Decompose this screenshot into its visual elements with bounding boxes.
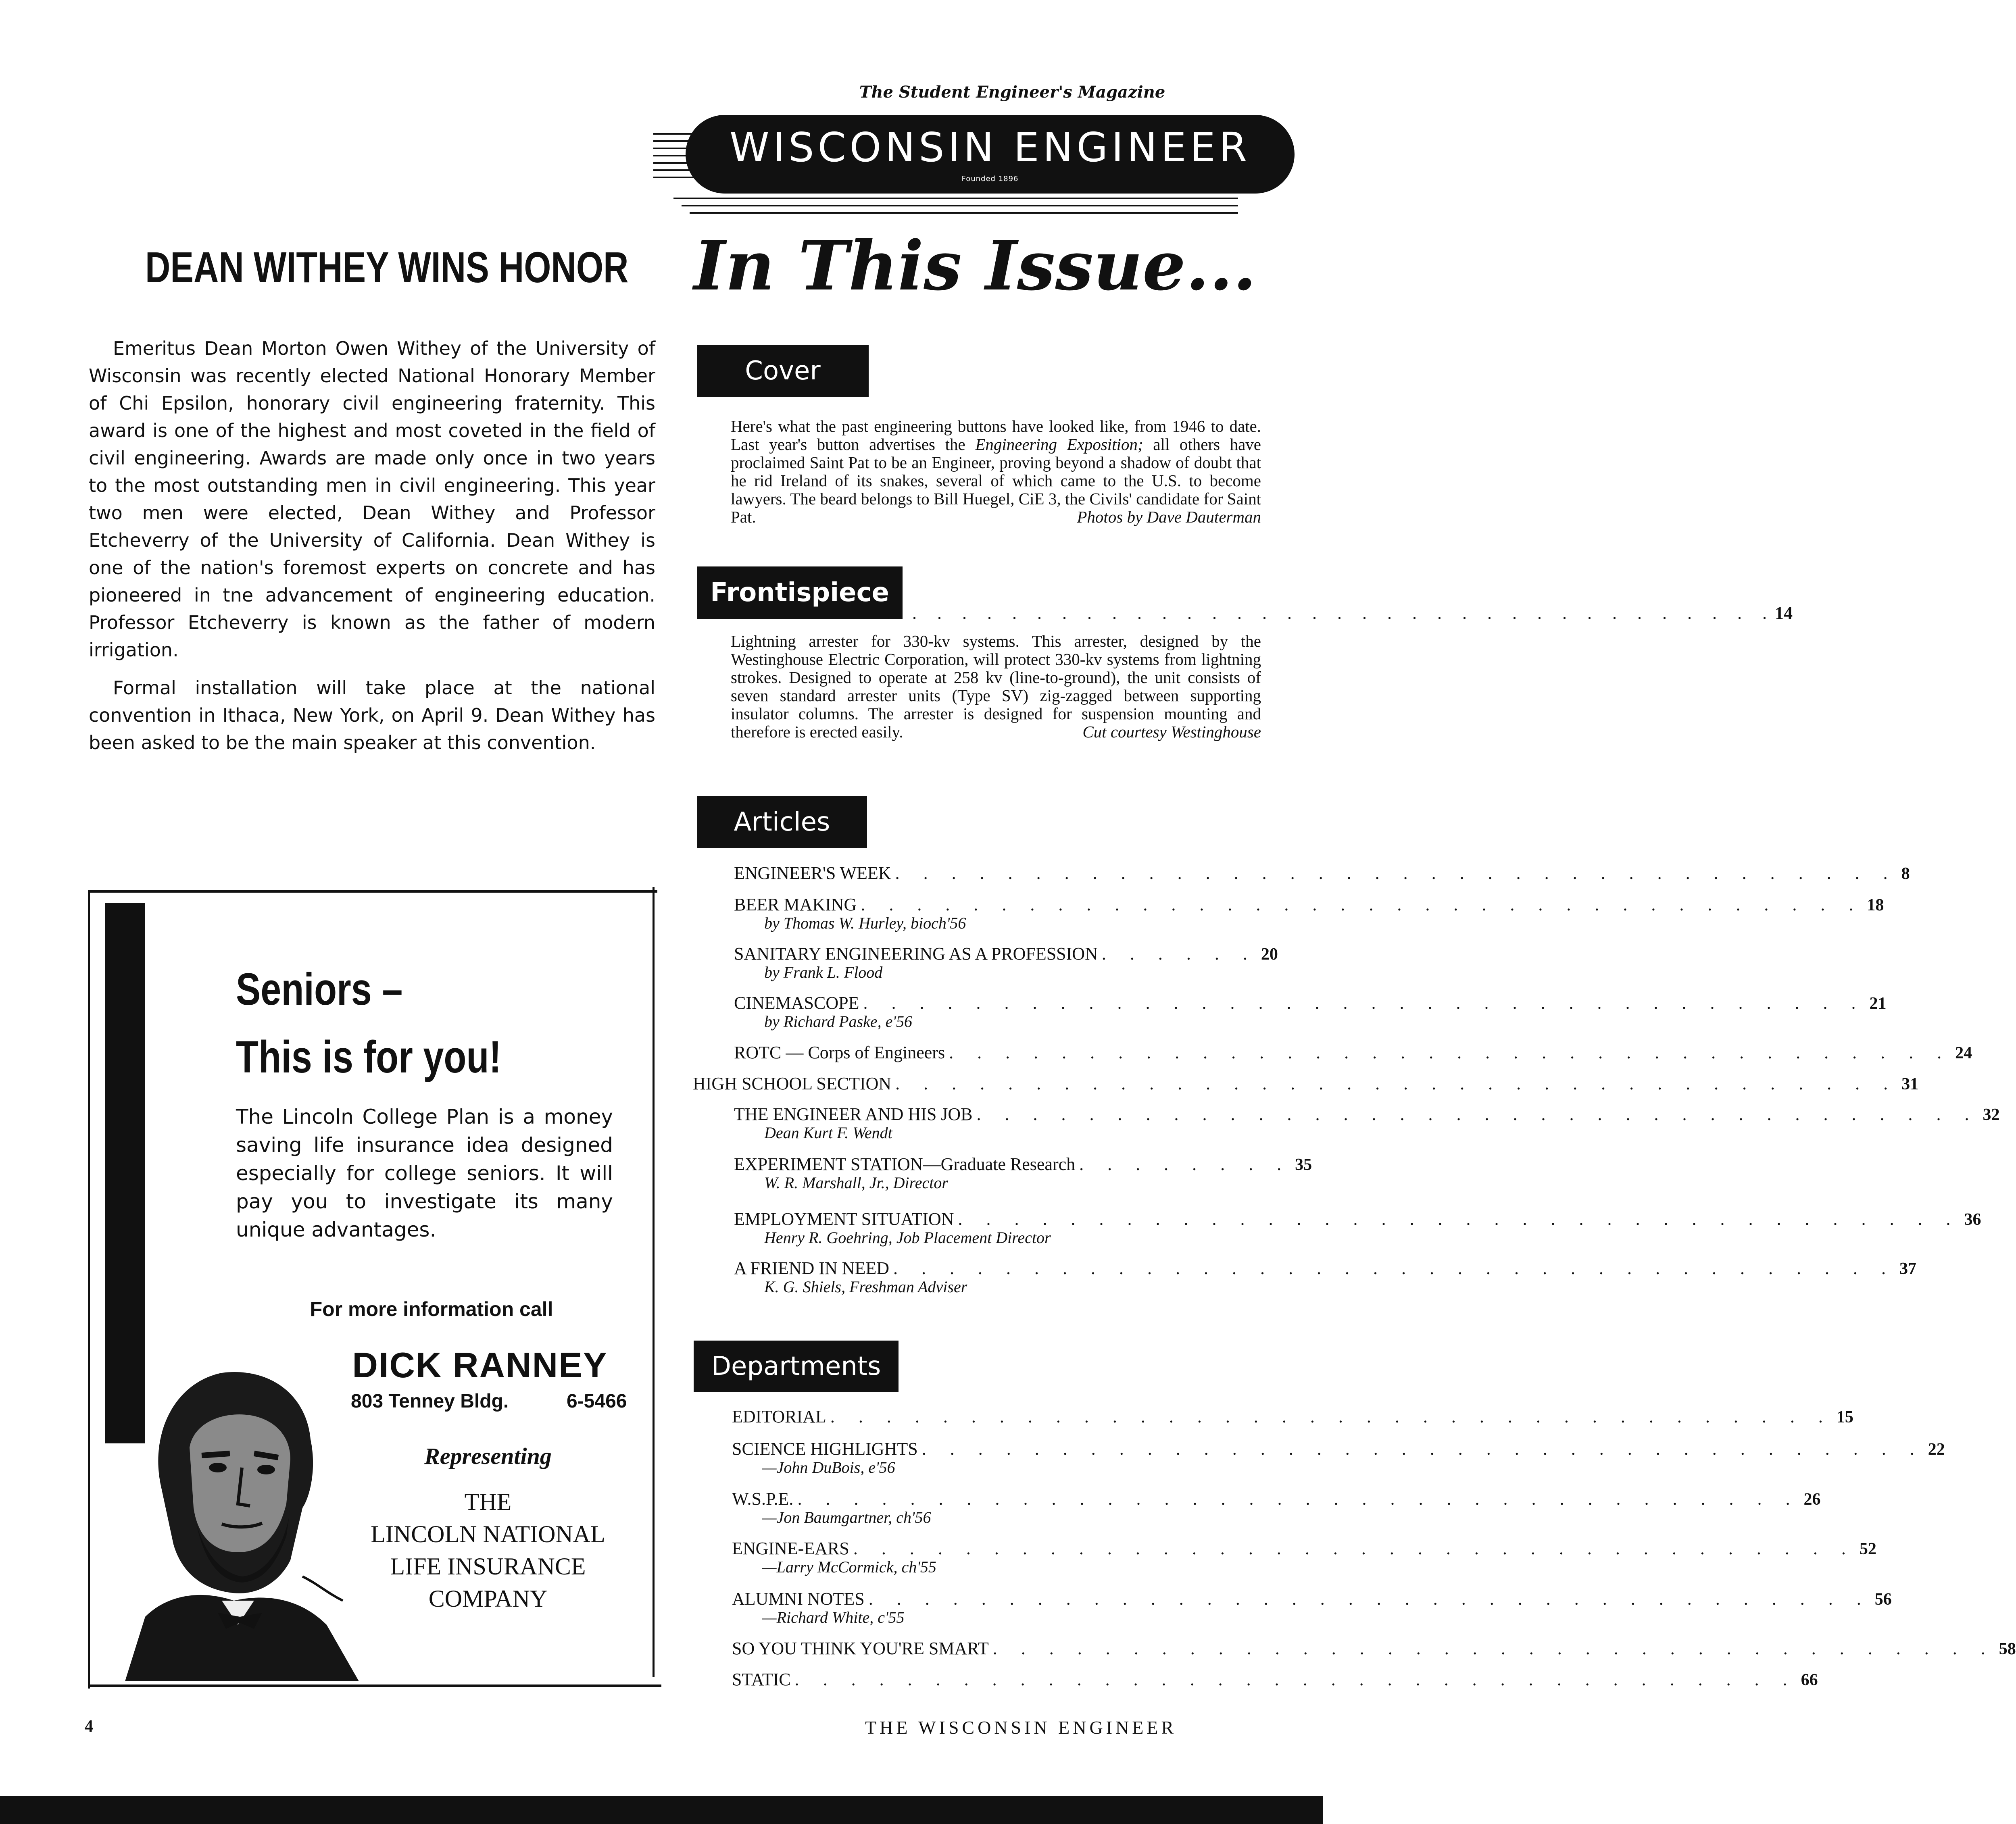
ad-company-line: LIFE INSURANCE [390,1553,586,1580]
ad-border [88,890,90,1689]
toc-page: 21 [1869,994,1887,1013]
toc-title: EDITORIAL [732,1407,826,1426]
section-tab-frontispiece: Frontispiece [697,566,903,619]
toc-byline: —Richard White, c'55 [762,1608,905,1626]
toc-byline: K. G. Shiels, Freshman Adviser [764,1278,967,1296]
cover-text-italic: Engineering Exposition; [975,435,1143,454]
toc-title: STATIC [732,1670,791,1689]
toc-page: 32 [1983,1106,2000,1124]
frontispiece-credit: Cut courtesy Westinghouse [1082,723,1261,741]
toc-page: 66 [1801,1671,1818,1689]
leader-dots: . . . . . . . . . . . . . . . . . . . . . . . . . . . . . . . . . . . . [895,863,1897,883]
toc-entry [732,1439,1945,1476]
toc-byline: W. R. Marshall, Jr., Director [764,1174,948,1192]
cover-credit: Photos by Dave Dauterman [1077,508,1261,526]
toc-page: 8 [1901,864,1910,883]
toc-entry [734,993,1887,1031]
toc-entry [693,1073,1919,1094]
toc-page: 22 [1928,1440,1945,1459]
lincoln-portrait-illustration [101,1335,363,1681]
ad-border [89,1684,661,1687]
toc-page: 31 [1901,1075,1919,1093]
toc-entry [732,1489,1821,1526]
toc-entry [734,1258,1916,1296]
ad-address: 803 Tenney Bldg. [351,1391,509,1412]
toc-byline: by Richard Paske, e'56 [764,1012,912,1031]
toc-page: 56 [1874,1590,1892,1609]
toc-title: ROTC — Corps of Engineers [734,1043,945,1062]
ad-agent-name: DICK RANNEY [352,1345,608,1385]
leader-dots: . . . . . . . . [1079,1154,1291,1174]
scan-edge-bar [0,1796,1323,1824]
article-paragraph: Emeritus Dean Morton Owen Withey of the University of Wisconsin was recently elected National Honorary Member of Chi Epsilon, honorary civil engineering fraternity. This award is one of the highest and most coveted in the field of civil engineering. Awards are made only once in two years to the most outstanding men in civil engineering. This year two men were elected, Dean Withey and Professor Etcheverry of the University of California. Dean Withey is one of the nation's foremost experts on concrete and has pioneered in tne advancement of engineering education. Professor Etcheverry is known as the father of modern irrigation. [89,337,655,661]
section-tab-cover: Cover [697,345,869,397]
ad-border [653,887,655,1677]
toc-byline: Dean Kurt F. Wendt [764,1124,892,1142]
toc-title: ALUMNI NOTES [732,1589,865,1609]
toc-page: 36 [1964,1210,1981,1229]
article-headline: DEAN WITHEY WINS HONOR [145,243,629,292]
ad-heading-line: Seniors – [236,964,403,1014]
toc-entry [732,1406,1853,1427]
toc-title: SCIENCE HIGHLIGHTS [732,1439,918,1459]
masthead-title: WISCONSIN ENGINEER [729,124,1251,171]
toc-entry [734,863,1910,883]
ad-company-line: COMPANY [428,1585,548,1612]
page-number: 4 [85,1717,93,1736]
footer-publication-title: THE WISCONSIN ENGINEER [865,1717,1177,1738]
toc-byline: by Thomas W. Hurley, bioch'56 [764,914,966,932]
toc-page: 52 [1859,1540,1876,1558]
leader-dots: . . . . . . . . . . . . . . . . . . . . . . . . . . . . . . . . . . . . [893,1258,1895,1278]
toc-title: A FRIEND IN NEED [734,1258,889,1278]
ad-company-line: LINCOLN NATIONAL [371,1521,605,1547]
frontispiece-description [731,632,1261,741]
ad-call-text: For more information call [310,1298,553,1320]
leader-dots: . . . . . . . . . . . . . . . . . . . . . . . . . . . . . . . . . . . . [861,895,1863,914]
section-tab-departments: Departments [694,1341,899,1392]
toc-byline: Henry R. Goehring, Job Placement Director [764,1228,1051,1247]
toc-byline: by Frank L. Flood [764,963,883,981]
ad-border [89,890,657,893]
toc-title: HIGH SCHOOL SECTION [693,1074,892,1093]
toc-title: ENGINEER'S WEEK [734,863,891,883]
ad-phone: 6-5466 [567,1391,627,1412]
masthead-tagline: The Student Engineer's Magazine [859,83,1165,102]
toc-page: 24 [1955,1044,1972,1062]
toc-page: 18 [1867,896,1884,914]
leader-dots: . . . . . . . . . . . . . . . . . . . . . . . . . . . . . . . . . . . . [958,1209,1960,1229]
toc-title: SANITARY ENGINEERING AS A PROFESSION [734,944,1098,964]
cover-description [731,417,1261,526]
leader-dots: . . . . . . . . . . . . . . . . . . . . . . . . . . . . . . . . . . . . [949,1043,1951,1062]
leader-dots: . . . . . . . . . . . . . . . . . . . . . . . . . . . . . . . . . . . . [830,1407,1833,1426]
ad-company-line: THE [464,1489,512,1515]
toc-page: 58 [1999,1640,2016,1658]
section-tab-articles: Articles [697,796,867,848]
leader-dots: . . . . . . . . . . . . . . . . . . . . . . . . . . . . . . . . . . . . [868,1589,1871,1609]
ad-heading [236,956,501,1091]
toc-page: 20 [1261,945,1278,964]
frontispiece-page: 14 [1775,603,1793,623]
leader-dots: . . . . . . [1101,944,1257,964]
toc-title: THE ENGINEER AND HIS JOB [734,1104,973,1124]
leader-dots: . . . . . . . . . . . . . . . . . . . . . . . . . . . . . . . . . . . . [895,1074,1898,1093]
toc-title: SO YOU THINK YOU'RE SMART [732,1639,989,1658]
toc-title: ENGINE-EARS [732,1539,849,1558]
toc-entry [734,1154,1312,1192]
toc-entry [734,894,1884,932]
ad-heading-line: This is for you! [236,1032,502,1082]
leader-dots: . . . . . . . . . . . . . . . . . . . . . . . . . . . . . . . . . . . . [887,603,1775,623]
toc-byline: —Larry McCormick, ch'55 [762,1558,936,1576]
toc-title: CINEMASCOPE [734,993,859,1013]
leader-dots: . . . . . . . . . . . . . . . . . . . . . . . . . . . . . . . . . . . . [863,993,1866,1013]
toc-page: 35 [1295,1156,1312,1174]
toc-entry [734,1209,1981,1247]
frontispiece-page-leader [887,603,1793,623]
toc-entry [732,1538,1876,1576]
toc-entry [734,943,1278,981]
toc-byline: —John DuBois, e'56 [762,1458,895,1476]
leader-dots: . . . . . . . . . . . . . . . . . . . . . . . . . . . . . . . . . . . . [992,1639,1995,1658]
masthead-banner [686,115,1295,194]
issue-heading: In This Issue... [694,226,1257,306]
article-paragraph: Formal installation will take place at the national convention in Ithaca, New York, on April 9. Dean Withey has been asked to be the main speaker at this convention. [89,677,655,754]
leader-dots: . . . . . . . . . . . . . . . . . . . . . . . . . . . . . . . . . . . . [853,1539,1855,1558]
ad-company-name [347,1486,629,1615]
toc-entry [732,1589,1892,1626]
toc-title: EXPERIMENT STATION—Graduate Research [734,1154,1076,1174]
cover-text: Here's what the past engineering buttons have looked like, from 1946 to date. Last year's button advertises the [731,417,1261,454]
toc-title: EMPLOYMENT SITUATION [734,1209,954,1229]
frontispiece-text: Lightning arrester for 330-kv systems. This arrester, designed by the Westinghouse Electric Corporation, will protect 330-kv systems from lightning strokes. Designed to operate at 258 kv (line-to-ground), the unit consists of seven standard arrester units (Type SV) zig-zagged between supporting insulator columns. The arrester is designed for suspension mounting and therefore is erected easily. [731,632,1261,741]
toc-page: 15 [1836,1408,1853,1426]
article-body [89,335,655,767]
leader-dots: . . . . . . . . . . . . . . . . . . . . . . . . . . . . . . . . . . . . [976,1104,1979,1124]
toc-page: 37 [1899,1260,1916,1278]
leader-dots: . . . . . . . . . . . . . . . . . . . . . . . . . . . . . . . . . . . . [794,1670,1797,1689]
toc-title: BEER MAKING [734,895,857,914]
leader-dots: . . . . . . . . . . . . . . . . . . . . . . . . . . . . . . . . . . . . [797,1489,1800,1509]
toc-entry [732,1669,1818,1690]
ad-body-text: The Lincoln College Plan is a money saving life insurance idea designed especially for college seniors. It will pay you to investigate its many unique advantages. [236,1105,613,1241]
toc-entry [734,1104,2000,1142]
cover-text: all others have proclaimed Saint Pat to be an Engineer, proving beyond a shadow of doubt that he rid Ireland of its snakes, several of which came to the U.S. to become lawyers. The beard belongs to Bill Huegel, CiE 3, the Civils' candidate for Saint Pat. [731,435,1261,526]
masthead-founded: Founded 1896 [961,175,1019,183]
leader-dots: . . . . . . . . . . . . . . . . . . . . . . . . . . . . . . . . . . . . [921,1439,1924,1459]
toc-title: W.S.P.E. [732,1489,794,1509]
toc-byline: —Jon Baumgartner, ch'56 [762,1508,931,1526]
toc-entry [732,1638,2016,1659]
toc-page: 26 [1803,1490,1821,1509]
ad-representing: Representing [424,1443,552,1469]
toc-entry [734,1042,1972,1063]
